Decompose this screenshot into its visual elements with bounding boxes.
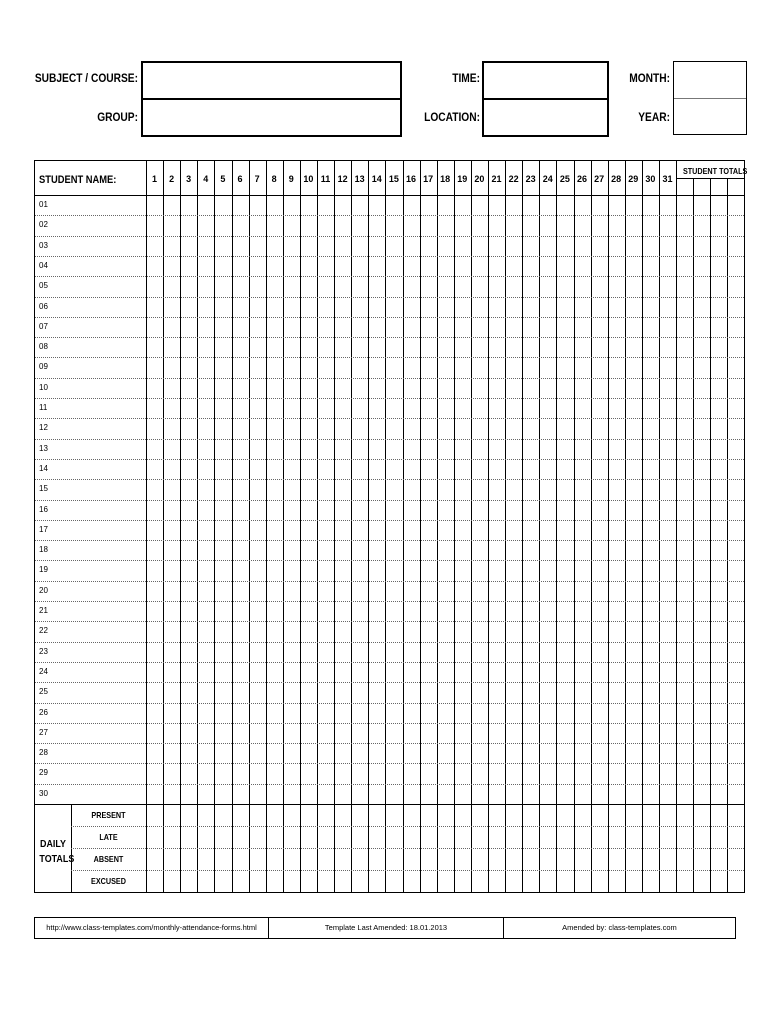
day-column-divider bbox=[539, 161, 540, 892]
student-row-number: 02 bbox=[39, 220, 48, 230]
student-row-divider bbox=[35, 723, 744, 724]
day-column-divider bbox=[454, 161, 455, 892]
day-number: 14 bbox=[371, 174, 382, 184]
daily-totals-label bbox=[39, 837, 75, 867]
student-row-divider bbox=[35, 784, 744, 785]
daily-totals-divider bbox=[35, 804, 744, 805]
day-number: 6 bbox=[237, 174, 243, 184]
student-row-divider bbox=[35, 642, 744, 643]
day-column-divider bbox=[625, 161, 626, 892]
day-number: 8 bbox=[271, 174, 277, 184]
student-row-divider bbox=[35, 215, 744, 216]
student-row-divider bbox=[35, 763, 744, 764]
group-label: GROUP: bbox=[97, 110, 138, 124]
student-row-divider bbox=[35, 662, 744, 663]
student-name-label: STUDENT NAME: bbox=[39, 174, 117, 186]
day-column-divider bbox=[197, 161, 198, 892]
student-row-divider bbox=[35, 357, 744, 358]
day-column-divider bbox=[334, 161, 335, 892]
day-column-divider bbox=[385, 161, 386, 892]
day-number: 13 bbox=[354, 174, 365, 184]
day-number: 28 bbox=[611, 174, 622, 184]
location-field[interactable] bbox=[482, 98, 609, 137]
day-column-divider bbox=[266, 161, 267, 892]
day-column-divider bbox=[505, 161, 506, 892]
student-row-divider bbox=[35, 459, 744, 460]
student-row-divider bbox=[35, 398, 744, 399]
student-row-number: 28 bbox=[39, 748, 48, 758]
day-number: 25 bbox=[559, 174, 570, 184]
student-row-number: 15 bbox=[39, 484, 48, 494]
daily-totals-item: PRESENT bbox=[91, 810, 126, 820]
day-number: 1 bbox=[151, 174, 157, 184]
day-column-divider bbox=[471, 161, 472, 892]
day-number: 11 bbox=[320, 174, 331, 184]
daily-totals-item: EXCUSED bbox=[91, 876, 126, 886]
day-column-divider bbox=[522, 161, 523, 892]
day-column-divider bbox=[214, 161, 215, 892]
student-row-number: 12 bbox=[39, 423, 48, 433]
student-row-divider bbox=[35, 560, 744, 561]
day-column-divider bbox=[556, 161, 557, 892]
student-row-number: 07 bbox=[39, 321, 48, 331]
student-row-divider bbox=[35, 682, 744, 683]
student-row-number: 29 bbox=[39, 768, 48, 778]
student-row-divider bbox=[35, 236, 744, 237]
student-row-number: 23 bbox=[39, 646, 48, 656]
day-number: 5 bbox=[220, 174, 226, 184]
day-number: 18 bbox=[440, 174, 451, 184]
day-column-divider bbox=[163, 161, 164, 892]
footer-url[interactable]: http://www.class-templates.com/monthly-attendance-forms.html bbox=[46, 923, 257, 932]
day-column-divider bbox=[249, 161, 250, 892]
student-row-divider bbox=[35, 621, 744, 622]
student-row-number: 05 bbox=[39, 281, 48, 291]
month-year-divider bbox=[674, 98, 746, 99]
totals-column-divider bbox=[727, 178, 728, 892]
day-column-divider bbox=[420, 161, 421, 892]
daily-totals-row-divider bbox=[71, 848, 744, 849]
header-row-divider bbox=[35, 195, 744, 196]
student-row-divider bbox=[35, 520, 744, 521]
day-column-divider bbox=[591, 161, 592, 892]
student-row-number: 27 bbox=[39, 727, 48, 737]
month-label: MONTH: bbox=[629, 71, 670, 85]
day-number: 12 bbox=[337, 174, 348, 184]
student-row-divider bbox=[35, 439, 744, 440]
name-column-divider bbox=[146, 161, 147, 892]
daily-totals-item: ABSENT bbox=[93, 854, 124, 864]
day-column-divider bbox=[300, 161, 301, 892]
subject-course-label: SUBJECT / COURSE: bbox=[34, 71, 138, 85]
day-number: 27 bbox=[594, 174, 605, 184]
student-row-number: 25 bbox=[39, 687, 48, 697]
day-column-divider bbox=[317, 161, 318, 892]
day-number: 31 bbox=[662, 174, 673, 184]
day-number: 24 bbox=[542, 174, 553, 184]
student-row-divider bbox=[35, 479, 744, 480]
student-row-number: 22 bbox=[39, 626, 48, 636]
day-column-divider bbox=[488, 161, 489, 892]
day-number: 4 bbox=[203, 174, 209, 184]
day-column-divider bbox=[676, 161, 677, 892]
day-number: 3 bbox=[186, 174, 192, 184]
student-row-number: 10 bbox=[39, 382, 48, 392]
student-row-number: 21 bbox=[39, 606, 48, 615]
day-column-divider bbox=[232, 161, 233, 892]
daily-label-line1: DAILY bbox=[40, 838, 66, 850]
student-row-number: 18 bbox=[39, 545, 48, 555]
student-row-divider bbox=[35, 378, 744, 379]
totals-column-divider bbox=[693, 178, 694, 892]
student-row-divider bbox=[35, 276, 744, 277]
attendance-grid bbox=[34, 160, 748, 893]
student-row-number: 04 bbox=[39, 260, 48, 270]
day-number: 10 bbox=[303, 174, 314, 184]
student-row-divider bbox=[35, 418, 744, 419]
year-label: YEAR: bbox=[638, 110, 670, 124]
day-number: 9 bbox=[288, 174, 294, 184]
day-column-divider bbox=[351, 161, 352, 892]
student-row-number: 11 bbox=[39, 403, 48, 412]
student-totals-label: STUDENT TOTALS bbox=[682, 166, 748, 176]
student-row-number: 03 bbox=[39, 240, 48, 250]
day-number: 23 bbox=[525, 174, 536, 184]
student-row-number: 01 bbox=[39, 200, 48, 209]
student-row-number: 20 bbox=[39, 585, 48, 595]
footer-amended-by: Amended by: class-templates.com bbox=[562, 923, 677, 932]
totals-header-divider bbox=[676, 178, 744, 179]
day-column-divider bbox=[659, 161, 660, 892]
day-column-divider bbox=[608, 161, 609, 892]
student-row-number: 16 bbox=[39, 504, 48, 514]
daily-totals-row-divider bbox=[71, 826, 744, 827]
day-number: 20 bbox=[474, 174, 485, 184]
group-field[interactable] bbox=[141, 98, 402, 137]
student-row-divider bbox=[35, 540, 744, 541]
student-row-number: 09 bbox=[39, 362, 48, 372]
day-column-divider bbox=[574, 161, 575, 892]
day-column-divider bbox=[642, 161, 643, 892]
day-number: 16 bbox=[405, 174, 416, 184]
student-row-divider bbox=[35, 337, 744, 338]
time-label: TIME: bbox=[452, 71, 480, 85]
footer bbox=[34, 917, 736, 939]
daily-label-line2: TOTALS bbox=[39, 853, 75, 865]
location-label: LOCATION: bbox=[424, 110, 480, 124]
student-row-number: 24 bbox=[39, 666, 48, 676]
day-number: 29 bbox=[628, 174, 639, 184]
day-number: 17 bbox=[423, 174, 434, 184]
day-column-divider bbox=[437, 161, 438, 892]
student-row-number: 08 bbox=[39, 342, 48, 352]
day-number: 19 bbox=[457, 174, 468, 184]
daily-totals-row-divider bbox=[71, 870, 744, 871]
student-row-divider bbox=[35, 256, 744, 257]
day-number: 22 bbox=[508, 174, 519, 184]
student-row-divider bbox=[35, 601, 744, 602]
student-row-divider bbox=[35, 297, 744, 298]
day-number: 2 bbox=[169, 174, 175, 184]
day-number: 21 bbox=[491, 174, 502, 184]
daily-totals-item: LATE bbox=[99, 832, 118, 842]
student-row-number: 26 bbox=[39, 707, 48, 717]
day-number: 26 bbox=[576, 174, 587, 184]
student-row-divider bbox=[35, 703, 744, 704]
day-number: 30 bbox=[645, 174, 656, 184]
day-column-divider bbox=[180, 161, 181, 892]
day-number: 15 bbox=[388, 174, 399, 184]
footer-amended-date: Template Last Amended: 18.01.2013 bbox=[324, 923, 448, 932]
student-row-number: 17 bbox=[39, 524, 48, 534]
time-field[interactable] bbox=[482, 61, 609, 100]
day-column-divider bbox=[403, 161, 404, 892]
student-row-divider bbox=[35, 743, 744, 744]
student-row-number: 19 bbox=[39, 565, 48, 575]
student-row-divider bbox=[35, 317, 744, 318]
day-number: 7 bbox=[254, 174, 260, 184]
subject-course-field[interactable] bbox=[141, 61, 402, 100]
day-column-divider bbox=[283, 161, 284, 892]
student-row-number: 14 bbox=[39, 463, 48, 473]
month-year-field[interactable] bbox=[673, 61, 747, 135]
student-row-number: 30 bbox=[39, 788, 48, 798]
totals-column-divider bbox=[710, 178, 711, 892]
student-row-number: 06 bbox=[39, 301, 48, 311]
student-row-divider bbox=[35, 500, 744, 501]
student-row-divider bbox=[35, 581, 744, 582]
day-column-divider bbox=[368, 161, 369, 892]
student-row-number: 13 bbox=[39, 443, 48, 453]
